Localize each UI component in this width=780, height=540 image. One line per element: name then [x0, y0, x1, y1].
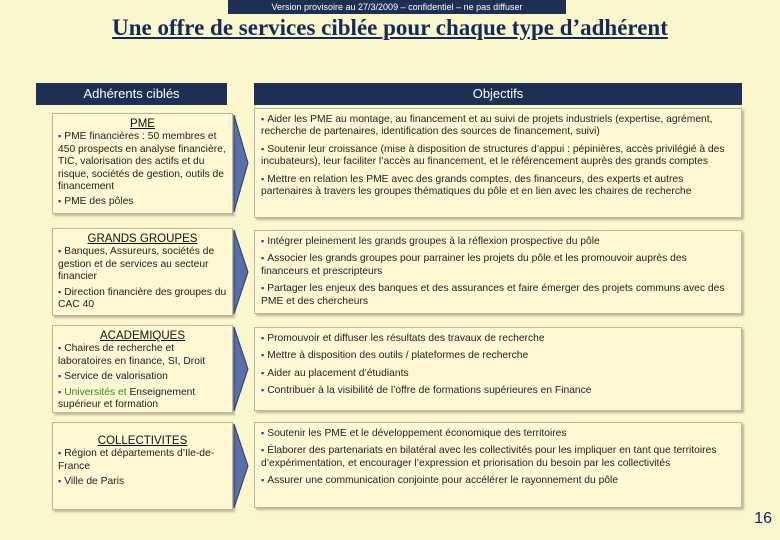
- objective-item: [261, 173, 735, 199]
- objective-text: Soutenir les PME et le développement économique des territoires: [267, 428, 567, 439]
- right-arrow-icon: [232, 422, 250, 510]
- target-item: [58, 195, 227, 208]
- bullet-icon: ▪: [58, 343, 62, 354]
- bullet-icon: ▪: [58, 371, 62, 382]
- target-item-text-highlight: Universités et: [64, 386, 127, 398]
- objective-text: Soutenir leur croissance (mise à disposition de structures d’appui : pépinières, accès privilégié à des incubateurs), leur faciliter l’accès au financement, et le référencement auprès des grands comptes: [261, 143, 725, 168]
- target-title-collectivites: COLLECTIVITES: [97, 435, 188, 447]
- objective-item: [261, 235, 735, 248]
- objectives-box-academiques: [254, 327, 742, 411]
- bullet-icon: ▪: [261, 350, 265, 361]
- target-item-text: Région et départements d’Ile-de-France: [58, 448, 215, 472]
- target-item: [58, 130, 227, 193]
- objective-text: Élaborer des partenariats en bilatéral avec les collectivités pour les impliquer en tant que territoires d’expérimentation, et encourager l’expression et priorisation du besoin par les collectivités: [261, 445, 717, 469]
- objective-text: Promouvoir et diffuser les résultats des travaux de recherche: [267, 333, 545, 344]
- objective-item: [261, 367, 735, 380]
- bullet-icon: ▪: [58, 196, 62, 207]
- right-arrow-icon: [232, 325, 250, 413]
- target-item: [58, 370, 227, 383]
- target-item: [58, 386, 227, 412]
- objective-item: [261, 143, 735, 169]
- bullet-icon: ▪: [261, 428, 265, 438]
- target-box-grands-groupes: [52, 228, 233, 316]
- target-item-text: Service de valorisation: [64, 371, 168, 383]
- objective-item: [261, 349, 735, 362]
- objective-text: Aider au placement d’étudiants: [267, 367, 409, 379]
- target-title-grands-groupes: GRANDS GROUPES: [87, 233, 198, 245]
- bullet-icon: ▪: [261, 475, 265, 486]
- objective-text: Intégrer pleinement les grands groupes à la réflexion prospective du pôle: [267, 236, 600, 247]
- page-title: Une offre de services ciblée pour chaque type d’adhérent: [112, 15, 668, 40]
- objective-text: Assurer une communication conjointe pour accélérer le rayonnement du pôle: [267, 475, 619, 487]
- objectives-box-pme: [254, 108, 742, 218]
- objective-text: Partager les enjeux des banques et des assurances et faire émerger des projets communs avec des PME et des chercheurs: [261, 283, 725, 307]
- target-item-text: PME financières : 50 membres et 450 prospects en analyse financière, TIC, valorisation des actifs et du risque, sociétés de gestion, outils de financement: [58, 131, 226, 193]
- target-item-text: Ville de Paris: [64, 476, 125, 488]
- target-item: [58, 245, 227, 283]
- page-number: 16: [754, 510, 772, 527]
- target-item: [58, 475, 227, 488]
- target-item: [58, 286, 227, 312]
- objectives-box-collectivites: [254, 422, 742, 508]
- target-item-text: Enseignement supérieur et formation: [58, 386, 196, 411]
- bullet-icon: ▪: [261, 253, 265, 264]
- bullet-icon: ▪: [261, 173, 265, 184]
- bullet-icon: ▪: [261, 114, 265, 124]
- bullet-icon: ▪: [261, 333, 265, 343]
- target-item: [58, 342, 227, 368]
- objective-item: [261, 113, 735, 139]
- bullet-icon: ▪: [261, 385, 265, 396]
- target-box-pme: [52, 113, 233, 214]
- objective-item: [261, 427, 735, 440]
- bullet-icon: ▪: [58, 286, 62, 297]
- target-item-text: Chaires de recherche et laboratoires en finance, SI, Droit: [58, 343, 206, 367]
- bullet-icon: ▪: [261, 283, 265, 294]
- target-title-academiques: ACADEMIQUES: [100, 330, 185, 342]
- bullet-icon: ▪: [58, 386, 62, 397]
- target-item: [58, 447, 227, 473]
- target-box-academiques: [52, 325, 233, 413]
- right-arrow-icon: [232, 113, 250, 214]
- bullet-icon: ▪: [58, 131, 62, 142]
- bullet-icon: ▪: [58, 448, 62, 459]
- objective-item: [261, 444, 735, 470]
- target-item-text: PME des pôles: [64, 196, 134, 208]
- objective-item: [261, 282, 735, 308]
- objective-item: [261, 252, 735, 278]
- confidential-banner: Version provisoire au 27/3/2009 – confidentiel – ne pas diffuser: [228, 0, 566, 14]
- objective-item: [261, 332, 735, 345]
- target-box-collectivites: [52, 422, 233, 510]
- target-title-pme: PME: [130, 118, 155, 130]
- objective-item: [261, 474, 735, 487]
- bullet-icon: ▪: [58, 476, 62, 487]
- target-item-text: Direction financière des groupes du CAC 40: [58, 286, 227, 311]
- objective-text: Aider les PME au montage, au financement et au suivi de projets industriels (expertise, agrément, recherche de partenaires, identification des sources de financement, suivi): [261, 114, 713, 138]
- objective-text: Associer les grands groupes pour parrainer les projets du pôle et les promouvoir auprès des financeurs et prescripteurs: [261, 253, 687, 277]
- objective-text: Contribuer à la visibilité de l’offre de formations supérieures en Finance: [267, 385, 592, 397]
- objective-text: Mettre à disposition des outils / plateformes de recherche: [267, 350, 529, 362]
- bullet-icon: ▪: [261, 445, 265, 456]
- header-targeted-members: Adhérents ciblés: [36, 83, 227, 105]
- objective-item: [261, 384, 735, 397]
- target-item-text: Banques, Assureurs, sociétés de gestion et de services au secteur financier: [58, 246, 215, 283]
- bullet-icon: ▪: [261, 143, 265, 154]
- bullet-icon: ▪: [261, 236, 265, 246]
- right-arrow-icon: [232, 228, 250, 316]
- bullet-icon: ▪: [261, 367, 265, 378]
- header-objectives: Objectifs: [254, 83, 742, 105]
- objective-text: Mettre en relation les PME avec des grands comptes, des financeurs, des experts et autres partenaires à travers les groupes thématiques du pôle et en lien avec les chaires de recherche: [261, 173, 692, 198]
- objectives-box-grands-groupes: [254, 230, 742, 314]
- bullet-icon: ▪: [58, 246, 62, 257]
